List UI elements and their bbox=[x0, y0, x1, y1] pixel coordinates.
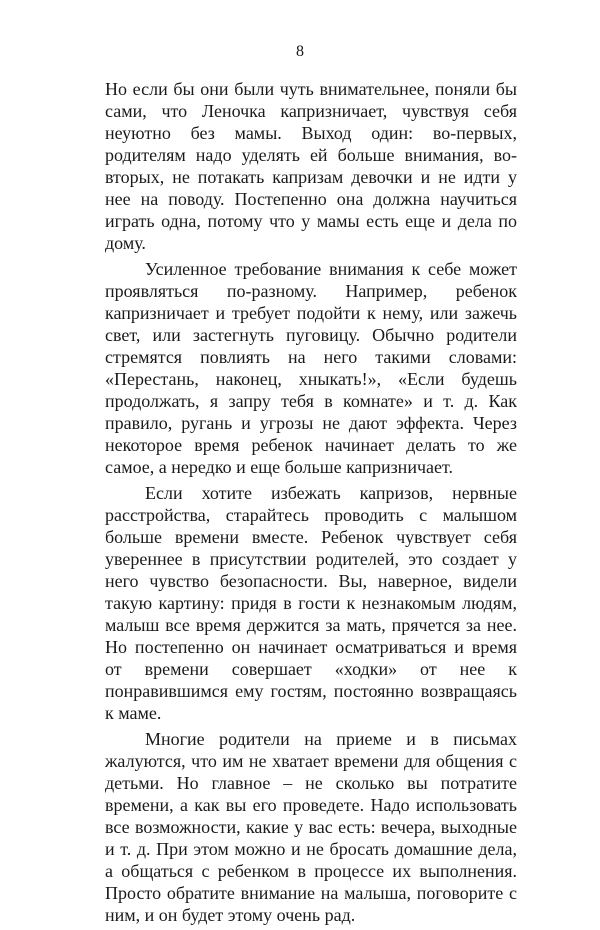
paragraph-3: Если хотите избежать капризов, нервные расстройства, старайтесь проводить с малышом больше времени вместе. Ребенок чувствует себя увереннее в присутствии родителей, это создает у него чувство безопасности. Вы, наверное, видели такую картину: придя в гости к незнакомым людям, малыш все время держится за мать, прячется за нее. Но постепенно он начинает осматриваться и время от времени совершает «ходки» от нее к понравившимся ему гостям, постоянно возвращаясь к маме. bbox=[105, 483, 517, 723]
page-body bbox=[105, 78, 517, 930]
paragraph-1: Но если бы они были чуть внимательнее, поняли бы сами, что Леночка капризничает, чувствуя себя неуютно без мамы. Выход один: во-первых, родителям надо уделять ей больше внимания, во-вторых, не потакать капризам девочки и не идти у нее на поводу. Постепенно она должна научиться играть одна, потому что у мамы есть еще и дела по дому. bbox=[105, 79, 517, 253]
paragraph-2: Усиленное требование внимания к себе может проявляться по-разному. Например, ребенок капризничает и требует подойти к нему, или зажечь свет, или застегнуть пуговицу. Обычно родители стремятся повлиять на него такими словами: «Перестань, наконец, хныкать!», «Если будешь продолжать, я запру тебя в комнате» и т. д. Как правило, ругань и угрозы не дают эффекта. Через некоторое время ребенок начинает делать то же самое, а нередко и еще больше капризничает. bbox=[105, 259, 517, 477]
paragraph-4: Многие родители на приеме и в письмах жалуются, что им не хватает времени для общения с детьми. Но главное – не сколько вы потратите времени, а как вы его проведете. Надо использовать все возможности, какие у вас есть: вечера, выходные и т. д. При этом можно и не бросать домашние дела, а общаться с ребенком в процессе их выполнения. Просто обратите внимание на малыша, поговорите с ним, и он будет этому очень рад. bbox=[105, 729, 517, 925]
page-number: 8 bbox=[296, 43, 304, 60]
